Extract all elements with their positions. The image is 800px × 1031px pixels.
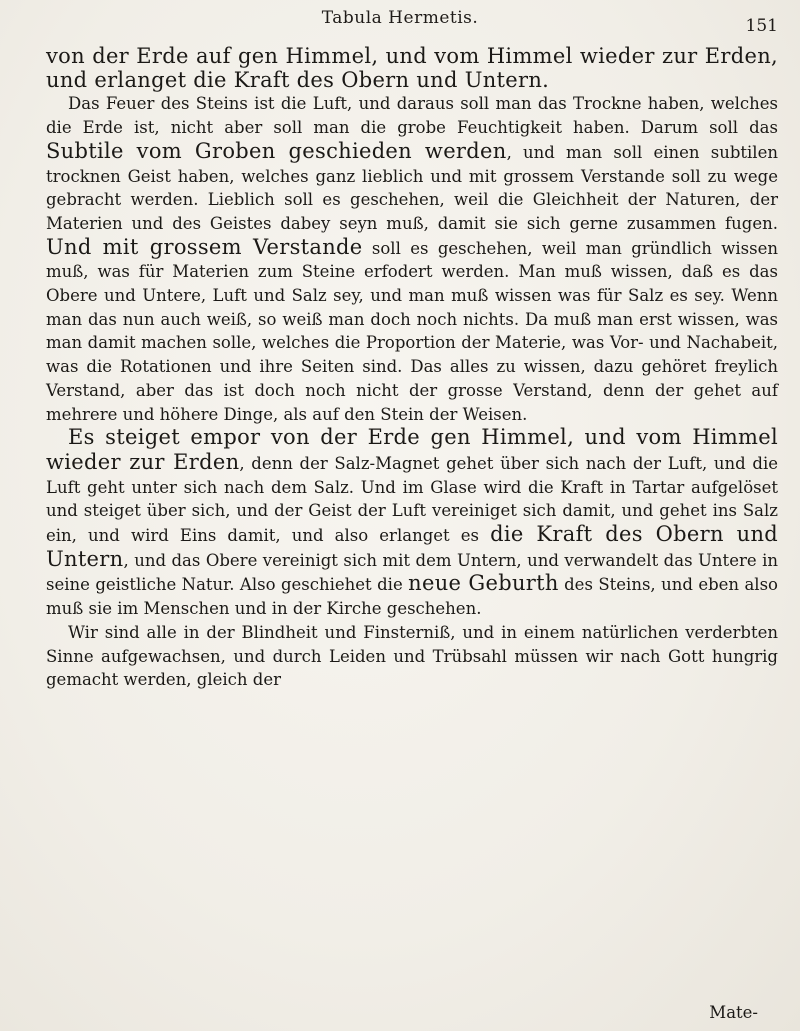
running-head: Tabula Hermetis. [321,8,479,28]
body-text [46,45,778,692]
p2-emphasis-verstande: Und mit grossem Verstande [46,234,363,259]
p1-part-b: Himmel, und vom Himmel wieder zur Erden, und erlanget die Kraft des Obern und Untern. [46,44,779,92]
catchword: Mate- [709,1003,758,1022]
p1-part-a: von der Erde auf gen [46,44,286,68]
p3-part-f: des Steins, und eben also muß sie im Menschen und in der Kirche geschehen. [46,575,778,619]
paragraph-4: Wir sind alle in der Blindheit und Finsterniß, und in einem natürlichen verderbten Sinne aufgewachsen, und durch Leiden und Trübsahl müssen wir nach Gott hungrig gemacht werden, gleich der [46,622,778,690]
p2-part-e: soll es geschehen, weil man gründlich wissen muß, was für Materien zum Steine erfodert werden. Man muß wissen, daß es das Obere und Untere, Luft und Salz sey, und man muß wissen was für Salz es sey. Wenn man das nun auch weiß, so weiß man doch noch nichts. Da muß man erst wissen, was man damit machen solle, welches die Proportion der Materie, was Vor- und Nachabeit, was die Rotationen und ihre Seiten sind. Das alles zu wissen, dazu gehöret freylich Verstand, aber das ist doch noch nicht der grosse Verstand, denn der gehet auf mehrere und höhere Dinge, als auf den Stein der Weisen. [46,238,778,424]
p3-emphasis-geburth: neue Geburth [408,571,559,596]
p2-emphasis-subtile: Subtile vom Groben geschieden werden [46,138,507,163]
paragraph-3 [46,426,778,621]
p2-part-a: Das Feuer des Steins ist die Luft, und daraus soll man das Trockne haben, welches die Erde ist, nicht aber soll man die grobe Feuchtigkeit haben. Darum soll das [46,94,778,138]
page-header [0,4,800,38]
p3-part-b: , denn der Salz-Magnet gehet über sich nach der Luft, und die Luft geht unter sich nach dem Salz. Und im Glase wird die Kraft in Tartar aufgelöset und steiget über sich, und der Geist der Luft vereiniget sich damit, und gehet ins Salz ein, und wird Eins damit, und also erlanget es [46,453,778,546]
p3-part-d: , und das Obere vereinigt sich mit dem Untern, und verwandelt das Untere in seine geistliche Natur. Also geschiehet die [46,550,778,595]
p3-emphasis-steiget: Es steiget empor von der Erde gen Himmel, und vom Himmel wieder zur Erden [46,425,778,474]
page-number: 151 [745,16,778,36]
p2-part-c: , und man soll einen subtilen trocknen Geist haben, welches ganz lieblich und mit grossem Verstande soll zu wege gebracht werden. Lieblich soll es geschehen, weil die Gleichheit der Naturen, der Materien und des Geistes dabey seyn muß, damit sie sich gerne zusammen fugen. [46,142,778,233]
paragraph-2 [46,92,778,426]
paragraph-1 [46,45,778,92]
p3-emphasis-kraft: die Kraft des Obern und Untern [46,522,779,571]
